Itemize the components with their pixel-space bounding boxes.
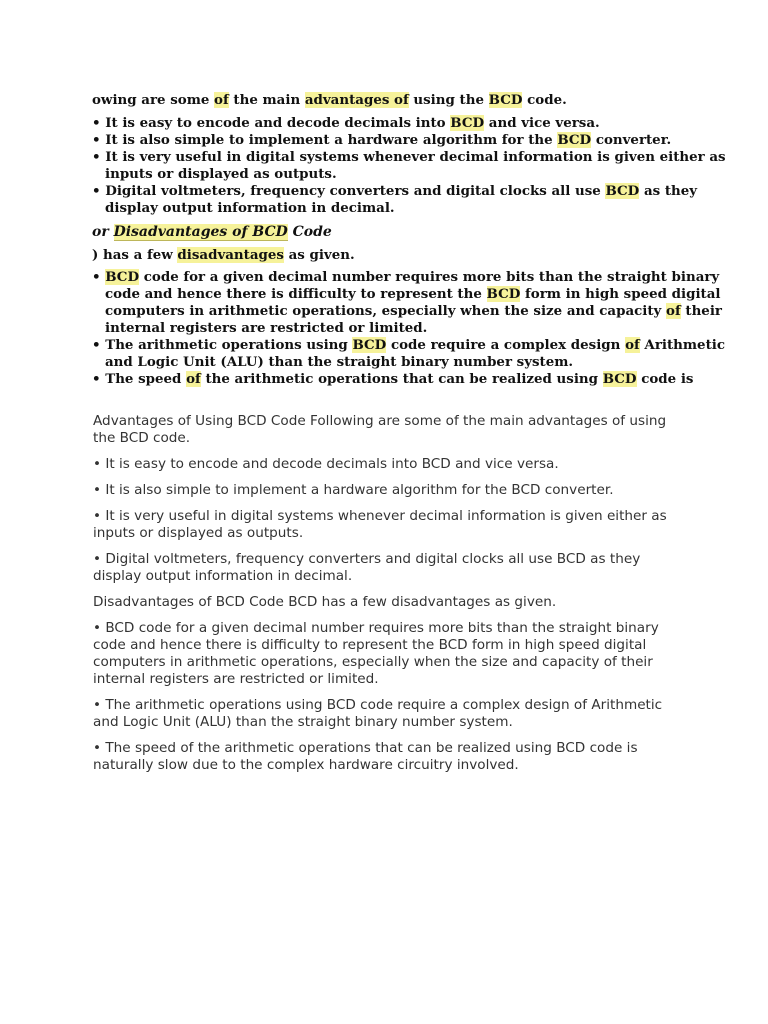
paragraph-adv-1: • It is easy to encode and decode decimals into BCD and vice versa. xyxy=(93,456,559,472)
paragraph-adv-2: • It is also simple to implement a hardware algorithm for the BCD converter. xyxy=(93,482,614,498)
paragraph-dis-3: • The speed of the arithmetic operations that can be realized using BCD code is naturally slow due to the complex hardware circuitry involved. xyxy=(93,740,638,773)
scan-dis-bullet-1: • BCD code for a given decimal number requires more bits than the straight binary xyxy=(92,269,720,285)
scan-adv-bullet-3-cont: inputs or displayed as outputs. xyxy=(105,166,337,182)
scan-dis-bullet-1-cont-2: computers in arithmetic operations, especially when the size and capacity of their xyxy=(105,303,722,319)
scan-dis-intro: ) has a few disadvantages as given. xyxy=(92,247,355,263)
scan-dis-bullet-2: • The arithmetic operations using BCD code require a complex design of Arithmetic xyxy=(92,337,725,353)
paragraph-dis-2: • The arithmetic operations using BCD code require a complex design of Arithmetic and Logic Unit (ALU) than the straight binary number system. xyxy=(93,697,663,730)
scan-intro-line: owing are some of the main advantages of using the BCD code. xyxy=(92,92,567,108)
paragraph-adv-3: • It is very useful in digital systems whenever decimal information is given either as inputs or displayed as outputs. xyxy=(93,508,667,541)
scan-adv-bullet-4-cont: display output information in decimal. xyxy=(105,200,395,216)
scanned-excerpt-image xyxy=(92,84,726,387)
scan-adv-bullet-3: • It is very useful in digital systems whenever decimal information is given either as xyxy=(92,149,726,165)
scan-adv-bullet-4: • Digital voltmeters, frequency converters and digital clocks all use BCD as they xyxy=(92,183,698,199)
scan-adv-bullet-2: • It is also simple to implement a hardware algorithm for the BCD converter. xyxy=(92,132,672,148)
scan-dis-bullet-1-cont-1: code and hence there is difficulty to represent the BCD form in high speed digital xyxy=(105,286,721,302)
scan-disadvantages-heading: or Disadvantages of BCD Code xyxy=(92,224,332,240)
scan-dis-bullet-2-cont: and Logic Unit (ALU) than the straight binary number system. xyxy=(105,354,574,370)
paragraph-adv-4: • Digital voltmeters, frequency converters and digital clocks all use BCD as they display output information in decimal. xyxy=(93,551,641,584)
scan-adv-bullet-1: • It is easy to encode and decode decimals into BCD and vice versa. xyxy=(92,115,600,131)
paragraph-advantages-intro: Advantages of Using BCD Code Following are some of the main advantages of using the BCD code. xyxy=(93,413,667,446)
scan-dis-bullet-1-cont-3: internal registers are restricted or limited. xyxy=(105,320,428,336)
scan-dis-bullet-3-cut: • The speed of the arithmetic operations that can be realized using BCD code is xyxy=(92,371,694,387)
paragraph-dis-1: • BCD code for a given decimal number requires more bits than the straight binary code and hence there is difficulty to represent the BCD form in high speed digital computers in arithmetic operations, especially when the size and capacity of their internal registers are restricted or limited. xyxy=(93,620,659,687)
paragraph-disadvantages-intro: Disadvantages of BCD Code BCD has a few disadvantages as given. xyxy=(93,594,557,610)
document-text xyxy=(93,413,683,783)
